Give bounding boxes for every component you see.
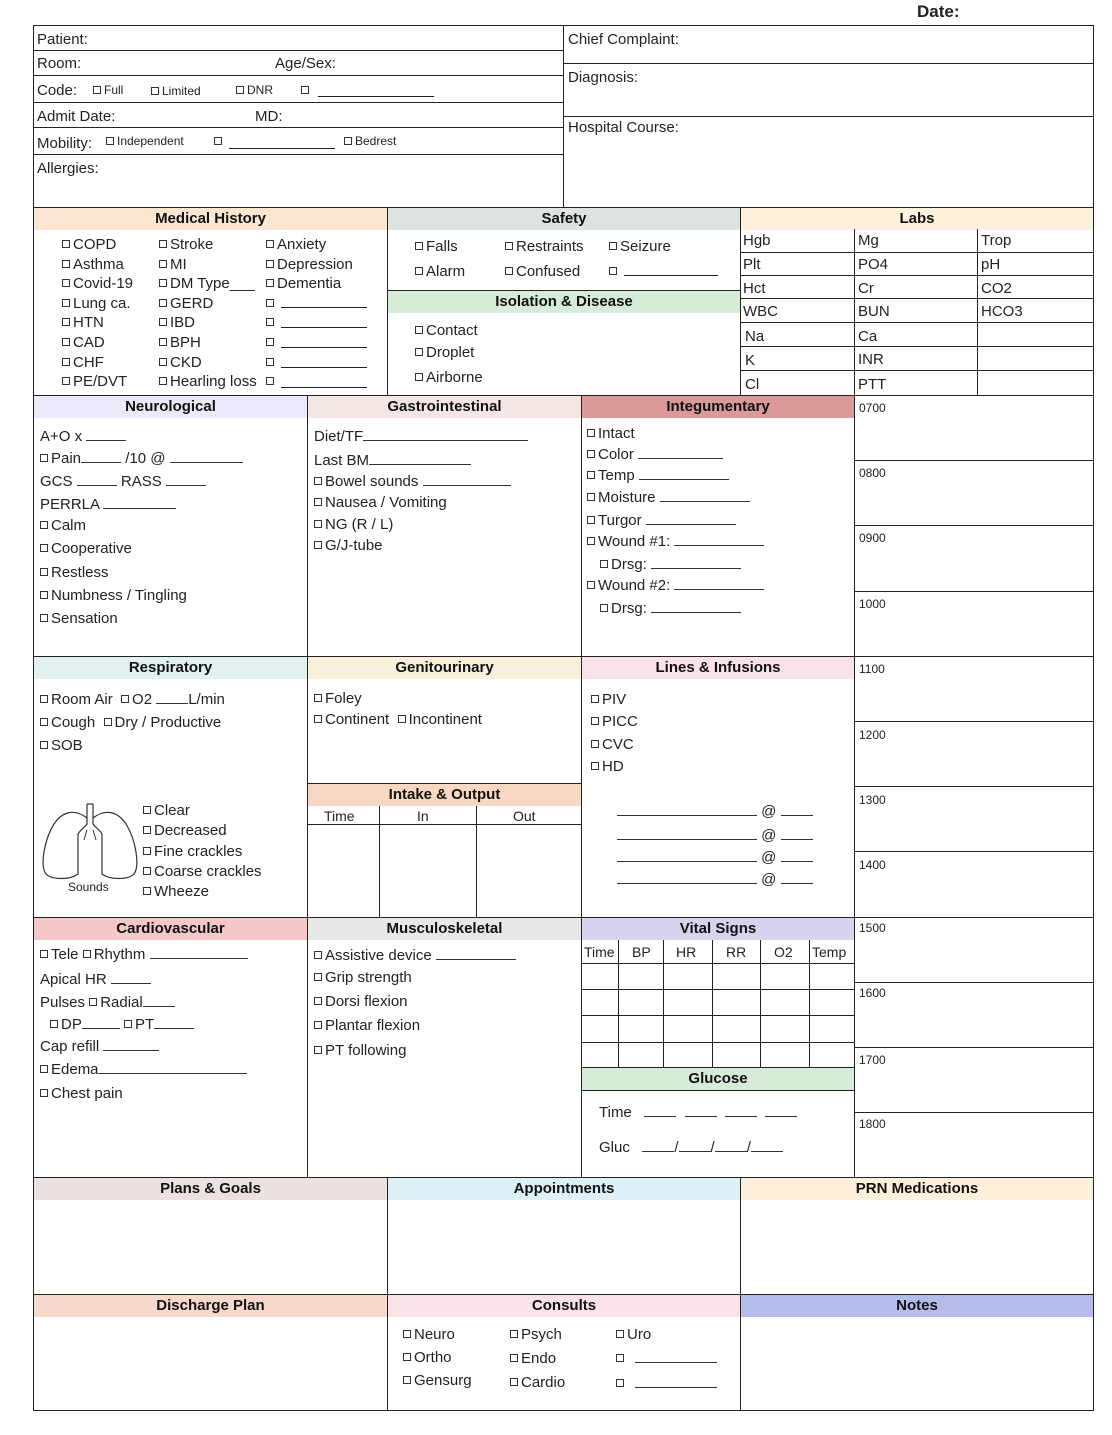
lab-label: Na [745, 328, 765, 345]
history-checkbox[interactable]: COPD [62, 237, 116, 252]
wound1-checkbox[interactable]: Wound #1: [587, 534, 764, 549]
pulses-label: Pulses [40, 994, 86, 1011]
consult-other-checkbox[interactable] [616, 1351, 717, 1366]
picc-checkbox[interactable]: PICC [591, 714, 638, 729]
time-slot: 0800 [859, 466, 886, 480]
lab-label: INR [858, 351, 884, 368]
safety-falls-checkbox[interactable]: Falls [415, 239, 458, 254]
chest-pain-checkbox[interactable]: Chest pain [40, 1086, 123, 1101]
cardio-header: Cardiovascular [34, 918, 307, 940]
infusion-line[interactable]: @ [617, 828, 813, 843]
history-checkbox[interactable]: IBD [159, 315, 195, 330]
history-checkbox[interactable]: Stroke [159, 237, 213, 252]
cooperative-checkbox[interactable]: Cooperative [40, 541, 132, 556]
lab-label: Plt [743, 256, 761, 273]
plantar-flexion-checkbox[interactable]: Plantar flexion [314, 1018, 420, 1033]
gj-tube-checkbox[interactable]: G/J-tube [314, 538, 383, 553]
sensation-checkbox[interactable]: Sensation [40, 611, 118, 626]
notes-header: Notes [741, 1295, 1093, 1317]
safety-restraints-checkbox[interactable]: Restraints [505, 239, 584, 254]
drsg2-checkbox[interactable]: Drsg: [600, 601, 741, 616]
color-checkbox[interactable]: Color [587, 447, 723, 462]
history-checkbox[interactable]: Depression [266, 257, 353, 272]
infusion-line[interactable]: @ [617, 804, 813, 819]
history-checkbox[interactable]: PE/DVT [62, 374, 127, 389]
sound-fine-crackles-checkbox[interactable]: Fine crackles [143, 844, 242, 859]
code-dnr-checkbox[interactable]: DNR [236, 84, 273, 96]
history-checkbox[interactable]: Hearling loss [159, 374, 257, 389]
code-full-checkbox[interactable]: Full [93, 84, 123, 96]
lab-label: pH [981, 256, 1001, 273]
pain-checkbox[interactable]: Pain /10 @ [40, 451, 243, 466]
allergies-field[interactable]: Allergies: [37, 160, 99, 177]
mobility-other-checkbox[interactable] [214, 135, 225, 147]
code-label: Code: [37, 82, 78, 99]
radial-checkbox[interactable]: Radial [89, 994, 143, 1011]
restless-checkbox[interactable]: Restless [40, 565, 109, 580]
assistive-device-checkbox[interactable]: Assistive device [314, 948, 516, 963]
mobility-independent-checkbox[interactable]: Independent [106, 135, 184, 147]
lines-header: Lines & Infusions [582, 657, 854, 679]
grip-strength-checkbox[interactable]: Grip strength [314, 970, 412, 985]
perrla-label: PERRLA [40, 496, 100, 513]
lmin-label: L/min [188, 691, 225, 708]
consult-cardio-checkbox[interactable]: Cardio [510, 1375, 565, 1390]
admit-date-field[interactable]: Admit Date: [37, 108, 116, 125]
prn-header: PRN Medications [741, 1178, 1093, 1200]
nausea-checkbox[interactable]: Nausea / Vomiting [314, 495, 447, 510]
sound-clear-checkbox[interactable]: Clear [143, 803, 190, 818]
resp-header: Respiratory [34, 657, 307, 679]
vitals-header: Vital Signs [582, 918, 854, 940]
history-checkbox[interactable]: BPH [159, 335, 201, 350]
time-slot: 1800 [859, 1117, 886, 1131]
lab-label: Mg [858, 232, 879, 249]
vitals-col: RR [726, 944, 747, 960]
history-other-checkbox[interactable] [266, 335, 277, 350]
history-checkbox[interactable]: CAD [62, 335, 105, 350]
pt-following-checkbox[interactable]: PT following [314, 1043, 406, 1058]
time-slot: 1000 [859, 597, 886, 611]
io-col-out: Out [513, 808, 536, 824]
edema-checkbox[interactable]: Edema [40, 1062, 247, 1077]
last-bm-label: Last BM [314, 452, 370, 469]
numbness-checkbox[interactable]: Numbness / Tingling [40, 588, 187, 603]
safety-alarm-checkbox[interactable]: Alarm [415, 264, 465, 279]
neuro-header: Neurological [34, 396, 307, 418]
dp-checkbox[interactable]: DP [50, 1016, 82, 1033]
time-slot: 1400 [859, 858, 886, 872]
history-checkbox[interactable]: CKD [159, 355, 202, 370]
lab-label: BUN [858, 303, 890, 320]
history-other-checkbox[interactable] [266, 374, 277, 389]
isolation-airborne-checkbox[interactable]: Airborne [415, 370, 483, 385]
gi-header: Gastrointestinal [308, 396, 581, 418]
time-slot: 1300 [859, 793, 886, 807]
date-label: Date: [917, 2, 960, 21]
cap-refill-label: Cap refill [40, 1038, 100, 1055]
bowel-sounds-checkbox[interactable]: Bowel sounds [314, 474, 511, 489]
drsg1-checkbox[interactable]: Drsg: [600, 557, 741, 572]
isolation-header: Isolation & Disease [388, 291, 740, 313]
calm-checkbox[interactable]: Calm [40, 518, 86, 533]
time-slot: 1500 [859, 921, 886, 935]
gu-header: Genitourinary [308, 657, 581, 679]
hospital-course-field[interactable]: Hospital Course: [568, 119, 679, 136]
history-checkbox[interactable]: CHF [62, 355, 104, 370]
appointments-header: Appointments [388, 1178, 740, 1200]
discharge-header: Discharge Plan [34, 1295, 387, 1317]
tele-checkbox[interactable]: Tele [40, 946, 79, 963]
consult-uro-checkbox[interactable]: Uro [616, 1327, 651, 1342]
time-slot: 1600 [859, 986, 886, 1000]
code-other-checkbox[interactable] [301, 84, 312, 96]
code-limited-checkbox[interactable]: Limited [151, 85, 201, 97]
lab-label: PO4 [858, 256, 889, 273]
time-slot: 1100 [859, 662, 885, 676]
dorsi-flexion-checkbox[interactable]: Dorsi flexion [314, 994, 408, 1009]
infusion-line[interactable]: @ [617, 850, 813, 865]
moisture-checkbox[interactable]: Moisture [587, 490, 750, 505]
chief-complaint-field[interactable]: Chief Complaint: [568, 31, 679, 48]
time-slot: 0700 [859, 401, 886, 415]
ng-checkbox[interactable]: NG (R / L) [314, 517, 393, 532]
vitals-col: Time [584, 944, 615, 960]
time-slot: 0900 [859, 531, 886, 545]
room-air-checkbox[interactable]: Room Air [40, 691, 113, 708]
sob-checkbox[interactable]: SOB [40, 738, 83, 753]
turgor-checkbox[interactable]: Turgor [587, 513, 736, 528]
history-checkbox[interactable]: Lung ca. [62, 296, 131, 311]
glucose-value-label: Gluc [599, 1139, 630, 1156]
safety-header: Safety [388, 208, 740, 230]
isolation-contact-checkbox[interactable]: Contact [415, 323, 478, 338]
integ-header: Integumentary [582, 396, 854, 418]
cvc-checkbox[interactable]: CVC [591, 737, 634, 752]
cough-checkbox[interactable]: Cough [40, 714, 95, 731]
plans-header: Plans & Goals [34, 1178, 387, 1200]
hd-checkbox[interactable]: HD [591, 759, 624, 774]
consults-header: Consults [388, 1295, 740, 1317]
infusion-line[interactable]: @ [617, 872, 813, 887]
intact-checkbox[interactable]: Intact [587, 426, 635, 441]
diet-label: Diet/TF [314, 428, 364, 445]
lab-label: PTT [858, 376, 887, 393]
room-field[interactable]: Room: [37, 55, 82, 72]
lab-label: CO2 [981, 280, 1012, 297]
lab-label: Trop [981, 232, 1012, 249]
consult-ortho-checkbox[interactable]: Ortho [403, 1350, 452, 1365]
lab-label: Cr [858, 280, 874, 297]
sound-coarse-crackles-checkbox[interactable]: Coarse crackles [143, 864, 262, 879]
history-checkbox[interactable]: Covid-19 [62, 276, 133, 291]
msk-header: Musculoskeletal [308, 918, 581, 940]
incontinent-checkbox[interactable]: Incontinent [398, 711, 482, 728]
io-header: Intake & Output [308, 784, 581, 806]
diagnosis-field[interactable]: Diagnosis: [568, 69, 639, 86]
continent-checkbox[interactable]: Continent [314, 711, 389, 728]
safety-other-checkbox[interactable] [609, 264, 620, 279]
lab-label: HCO3 [981, 303, 1023, 320]
sound-wheeze-checkbox[interactable]: Wheeze [143, 884, 209, 899]
apical-hr-label: Apical HR [40, 971, 107, 988]
safety-confused-checkbox[interactable]: Confused [505, 264, 580, 279]
lab-label: Hgb [743, 232, 771, 249]
lab-label: WBC [743, 303, 778, 320]
lab-label: K [745, 352, 756, 369]
consult-gensurg-checkbox[interactable]: Gensurg [403, 1373, 472, 1388]
labs-header: Labs [741, 208, 1093, 230]
time-slot: 1200 [859, 728, 886, 742]
time-slot: 1700 [859, 1053, 886, 1067]
aox-label: A+O x [40, 428, 83, 445]
glucose-header: Glucose [582, 1068, 854, 1090]
history-checkbox[interactable]: Asthma [62, 257, 124, 272]
wound2-checkbox[interactable]: Wound #2: [587, 578, 764, 593]
vitals-col: HR [676, 944, 697, 960]
lab-label: Hct [743, 280, 766, 297]
pt-checkbox[interactable]: PT [124, 1016, 154, 1033]
mobility-bedrest-checkbox[interactable]: Bedrest [344, 135, 396, 147]
consult-psych-checkbox[interactable]: Psych [510, 1327, 562, 1342]
safety-seizure-checkbox[interactable]: Seizure [609, 239, 671, 254]
history-checkbox[interactable]: HTN [62, 315, 104, 330]
io-col-in: In [417, 808, 429, 824]
medical-history-header: Medical History [34, 208, 387, 230]
lungs-icon [40, 800, 140, 882]
history-other-checkbox[interactable] [266, 355, 277, 370]
rhythm-checkbox[interactable]: Rhythm [83, 946, 146, 963]
sound-decreased-checkbox[interactable]: Decreased [143, 823, 227, 838]
consult-endo-checkbox[interactable]: Endo [510, 1351, 556, 1366]
mobility-label: Mobility: [37, 135, 93, 152]
consult-other-checkbox[interactable] [616, 1376, 717, 1391]
lab-label: Cl [745, 376, 760, 393]
o2-checkbox[interactable]: O2 [121, 691, 152, 708]
history-checkbox[interactable]: GERD [159, 296, 213, 311]
isolation-droplet-checkbox[interactable]: Droplet [415, 345, 474, 360]
glucose-time-label: Time [599, 1104, 632, 1121]
vitals-col: BP [632, 944, 651, 960]
foley-checkbox[interactable]: Foley [314, 691, 362, 706]
temp-checkbox[interactable]: Temp [587, 468, 729, 483]
sounds-label: Sounds [68, 880, 109, 894]
history-checkbox[interactable]: Anxiety [266, 237, 326, 252]
age-sex-field[interactable]: Age/Sex: [275, 55, 336, 72]
history-checkbox[interactable]: DM Type___ [159, 276, 255, 291]
history-other-checkbox[interactable] [266, 315, 277, 330]
consult-neuro-checkbox[interactable]: Neuro [403, 1327, 455, 1342]
gcs-label: GCS [40, 473, 73, 490]
io-col-time: Time [324, 808, 355, 824]
md-field[interactable]: MD: [255, 108, 283, 125]
history-other-checkbox[interactable] [266, 296, 277, 311]
vitals-col: O2 [774, 944, 793, 960]
history-checkbox[interactable]: Dementia [266, 276, 341, 291]
rass-label: RASS [120, 473, 162, 490]
history-checkbox[interactable]: MI [159, 257, 187, 272]
dry-productive-checkbox[interactable]: Dry / Productive [104, 714, 222, 731]
lab-label: Ca [858, 328, 878, 345]
patient-field[interactable]: Patient: [37, 31, 88, 48]
piv-checkbox[interactable]: PIV [591, 692, 626, 707]
vitals-col: Temp [812, 944, 847, 960]
